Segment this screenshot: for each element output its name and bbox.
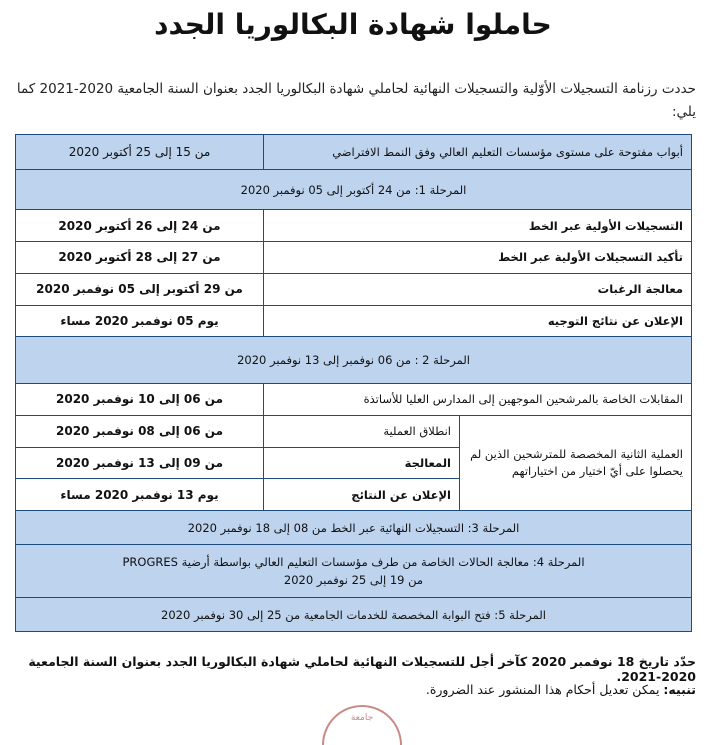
p1-item-date: يوم 05 نوفمبر 2020 مساء: [16, 305, 264, 337]
table-row: [16, 135, 692, 170]
phase-4-line2: من 19 إلى 25 نوفمبر 2020: [283, 573, 424, 587]
table-row: [16, 210, 692, 242]
p2-item-date: يوم 13 نوفمبر 2020 مساء: [16, 479, 264, 511]
table-row: [16, 545, 692, 598]
p1-item-label: معالجة الرغبات: [264, 273, 692, 305]
p2-item-label: المعالجة: [264, 447, 460, 479]
p1-item-date: من 29 أكتوبر إلى 05 نوفمبر 2020: [16, 273, 264, 305]
phase-4-row: [16, 545, 692, 598]
notice-label: تنبيه:: [663, 682, 696, 697]
table-row: [16, 415, 692, 447]
page-title: حاملوا شهادة البكالوريا الجدد: [154, 8, 552, 41]
table-row: [16, 169, 692, 209]
table-row: [16, 511, 692, 545]
schedule-table: [15, 134, 692, 632]
stamp-text: جامعة: [350, 713, 374, 723]
interviews-date: من 06 إلى 10 نوفمبر 2020: [16, 383, 264, 415]
table-row: [16, 337, 692, 384]
notice-body: يمكن تعديل أحكام هذا المنشور عند الضرورة.: [425, 682, 664, 697]
phase-5-row: المرحلة 5: فتح البوابة المخصصة للخدمات الجامعية من 25 إلى 30 نوفمبر 2020: [16, 598, 692, 632]
notice-text: [10, 682, 696, 697]
interviews-label: المقابلات الخاصة بالمرشحين الموجهين إلى المدارس العليا للأساتذة: [264, 383, 692, 415]
table-row: [16, 305, 692, 337]
table-row: [16, 383, 692, 415]
intro-paragraph: حددت رزنامة التسجيلات الأوّلية والتسجيلات النهائية لحاملي شهادة البكالوريا الجدد بعنوان السنة الجامعية 2020-2021 كما يلي:: [16, 81, 696, 120]
phase-2-header: المرحلة 2 : من 06 نوفمبر إلى 13 نوفمبر 2020: [16, 337, 692, 384]
deadline-text: حدّد تاريخ 18 نوفمبر 2020 كآخر أجل للتسجيلات النهائية لحاملي شهادة البكالوريا الجدد بعنوان السنة الجامعية 2020-2021.: [28, 654, 696, 684]
table-row: [16, 273, 692, 305]
phase-4-line1: المرحلة 4: معالجة الحالات الخاصة من طرف مؤسسات التعليم العالي بواسطة أرضية PROGRES: [122, 555, 585, 569]
stamp-seal: [322, 705, 402, 745]
p2-item-label: الإعلان عن النتائج: [264, 479, 460, 511]
p1-item-date: من 24 إلى 26 أكتوبر 2020: [16, 210, 264, 242]
p2-item-date: من 06 إلى 08 نوفمبر 2020: [16, 415, 264, 447]
p2-item-date: من 09 إلى 13 نوفمبر 2020: [16, 447, 264, 479]
p1-item-label: التسجيلات الأولية عبر الخط: [264, 210, 692, 242]
phase-3-row: المرحلة 3: التسجيلات النهائية عبر الخط من 08 إلى 18 نوفمبر 2020: [16, 511, 692, 545]
table-row: [16, 242, 692, 274]
p1-item-label: تأكيد التسجيلات الأولية عبر الخط: [264, 242, 692, 274]
p1-item-label: الإعلان عن نتائج التوجيه: [264, 305, 692, 337]
open-days-label: أبواب مفتوحة على مستوى مؤسسات التعليم العالي وفق النمط الافتراضي: [264, 135, 692, 170]
phase-1-header: المرحلة 1: من 24 أكتوبر إلى 05 نوفمبر 2020: [16, 169, 692, 209]
p1-item-date: من 27 إلى 28 أكتوبر 2020: [16, 242, 264, 274]
second-operation-label: العملية الثانية المخصصة للمترشحين الذين لم يحصلوا على أيّ اختيار من اختياراتهم: [460, 415, 692, 510]
table-row: [16, 598, 692, 632]
open-days-date: من 15 إلى 25 أكتوبر 2020: [16, 135, 264, 170]
p2-item-label: انطلاق العملية: [264, 415, 460, 447]
